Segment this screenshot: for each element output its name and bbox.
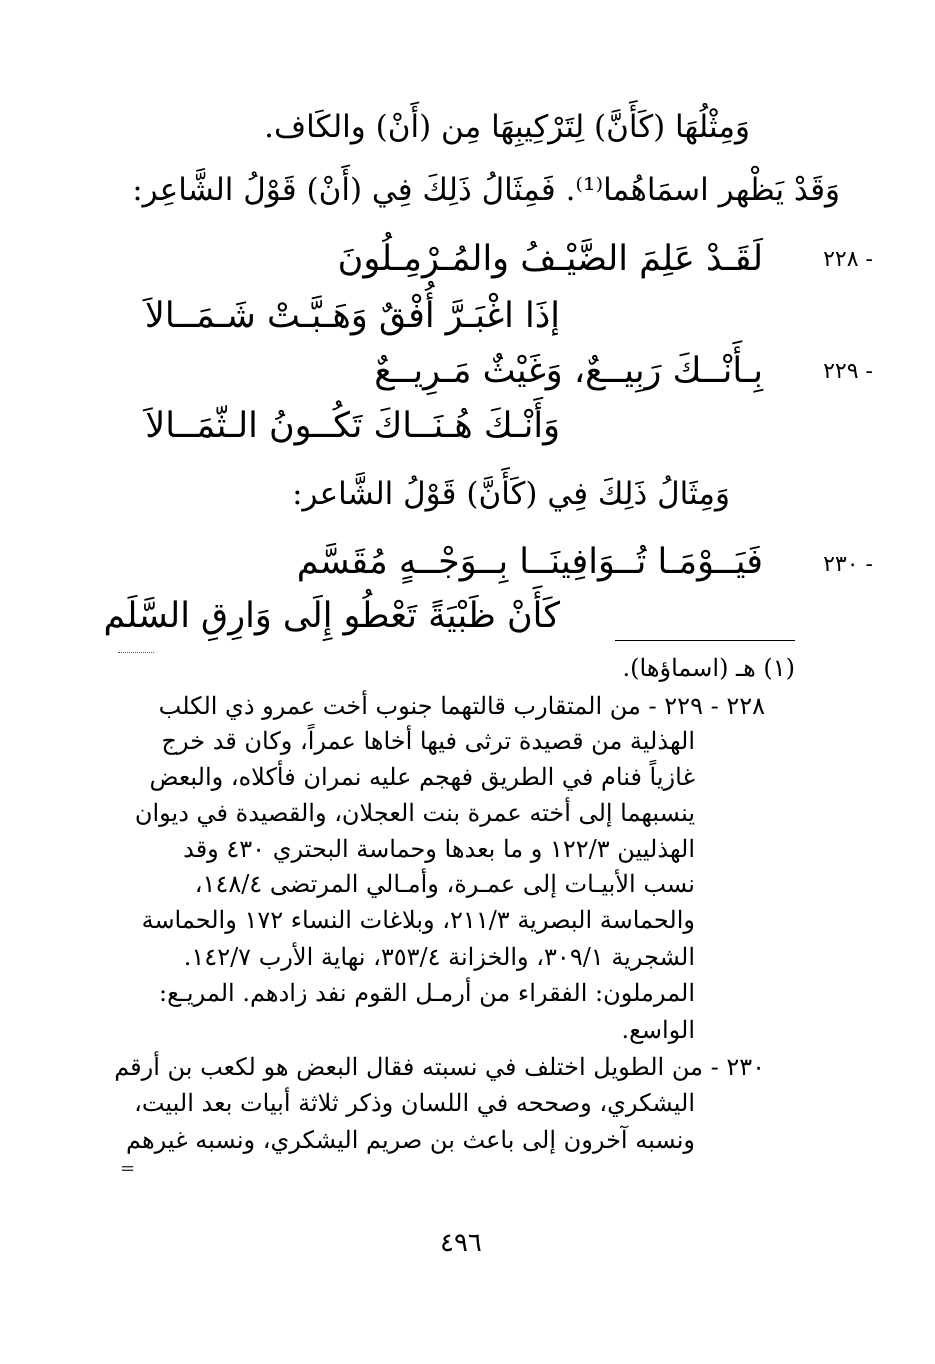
verse-number: ٢٢٨ - (823, 247, 873, 272)
body-line-1: وَمِثْلُهَا (كَأَنَّ) لِتَرْكِيبِهَا مِن (أَنْ) والكَاف. (264, 109, 750, 145)
footnote-line: ونسبه آخرون إلى باعث بن صريم اليشكري، ونسبه غيرهم (126, 1126, 695, 1154)
footnote-separator (615, 640, 795, 641)
footnote-line: نسب الأبيـات إلى عمـرة، وأمـالي المرتضى ١٤٨/٤، (194, 870, 695, 898)
scan-mark (118, 652, 154, 653)
footnote-line: الهذليين ١٢٢/٣ و ما بعدها وحماسة البحتري ٤٣٠ وقد (183, 835, 695, 863)
footnote-line: ٢٢٨ - ٢٢٩ - من المتقارب قالتهما جنوب أخت عمرو ذي الكلب (158, 692, 765, 720)
footnote-line: غازياً فنام في الطريق فهجم عليه نمران فأكلاه، والبعض (149, 763, 695, 791)
footnote-line: ينسبهما إلى أخته عمرة بنت العجلان، والقصيدة في ديوان (134, 799, 695, 827)
verse-hemistich-first: لَقَـدْ عَلِمَ الضَّيْـفُ والمُـرْمِـلُونَ (337, 239, 763, 279)
body-line-2: وَقَدْ يَظْهر اسمَاهُما⁽¹⁾. فَمِثَالُ ذَلِكَ فِي (أَنْ) قَوْلُ الشَّاعِر: (132, 172, 840, 208)
verse-hemistich-second: كَأَنْ ظَبْيَةً تَعْطُو إِلَى وَارِقِ السَّلَم (103, 596, 560, 636)
verse-hemistich-first: فَيَــوْمَـا تُــوَافِينَــا بِــوَجْــهٍ مُقَسَّم (296, 542, 763, 582)
footnote-line: المرملون: الفقراء من أرمـل القوم نفد زادهم. المريـع: (159, 979, 695, 1007)
verse-hemistich-second: إذَا اغْبَـرَّ أُفْقٌ وَهَـبَّـتْ شَـمَــالاَ (144, 296, 560, 336)
footnote-line: الواسع. (621, 1016, 695, 1044)
verse-hemistich-second: وَأَنْـكَ هُـنَــاكَ تَكُــونُ الـثّمَــالاَ (145, 406, 560, 446)
verse-number: ٢٣٠ - (823, 552, 873, 577)
footnote-line: الشجرية ٣٠٩/١، والخزانة ٣٥٣/٤، نهاية الأرب ١٤٢/٧. (183, 943, 695, 971)
footnote-line: الهذلية من قصيدة ترثى فيها أخاها عمراً، وكان قد خرج (161, 727, 695, 755)
footnote-line: ٢٣٠ - من الطويل اختلف في نسبته فقال البعض هو لكعب بن أرقم (114, 1053, 765, 1081)
verse-number: ٢٢٩ - (823, 359, 873, 384)
body-line-3: وَمِثَالُ ذَلِكَ فِي (كَأَنَّ) قَوْلُ الشَّاعر: (292, 476, 730, 512)
page-number: ٤٩٦ (440, 1228, 482, 1258)
footnote-1: (١) هـ (اسماؤها). (622, 654, 795, 682)
footnote-line: اليشكري، وصححه في اللسان وذكر ثلاثة أبيات بعد البيت، (134, 1089, 695, 1117)
verse-hemistich-first: بِـأَنْــكَ رَبِيــعٌ، وَغَيْثٌ مَـرِيــعٌ (374, 351, 763, 391)
continuation-mark: = (120, 1158, 136, 1179)
footnote-line: والحماسة البصرية ٢١١/٣، وبلاغات النساء ١٧٢ والحماسة (141, 906, 695, 934)
